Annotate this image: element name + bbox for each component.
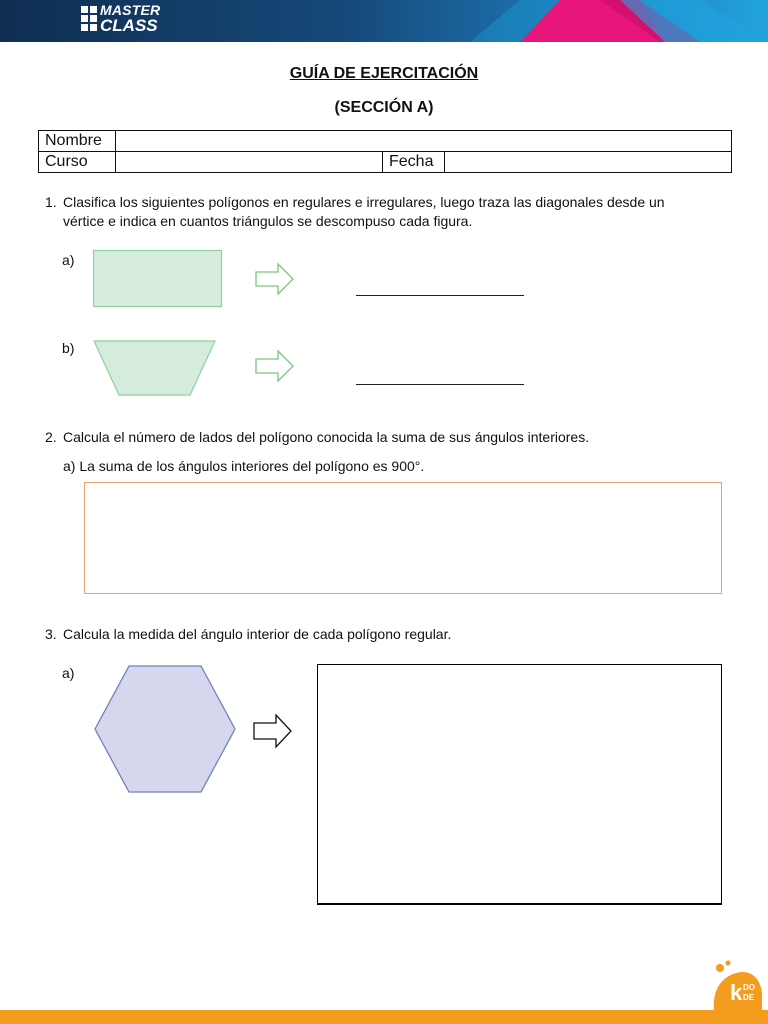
question-1-text-line2: vértice e indica en cuantos triángulos se descompuso cada figura. xyxy=(63,213,473,229)
question-2-text: Calcula el número de lados del polígono conocida la suma de sus ángulos interiores. xyxy=(63,429,590,445)
question-1 xyxy=(45,193,735,233)
trapezoid-figure xyxy=(92,339,218,397)
q3-item-a-label: a) xyxy=(62,665,75,681)
nombre-field[interactable] xyxy=(116,131,732,152)
right-arrow-icon xyxy=(254,262,296,296)
question-2 xyxy=(45,428,735,448)
q3-answer-box[interactable] xyxy=(317,664,722,905)
right-arrow-icon xyxy=(252,713,294,749)
kodo-logo xyxy=(712,960,762,1010)
right-arrow-icon xyxy=(254,349,296,383)
svg-text:k: k xyxy=(730,980,743,1005)
page-subtitle: (SECCIÓN A) xyxy=(334,99,434,116)
student-info-table xyxy=(38,130,732,173)
q2-answer-box[interactable] xyxy=(84,482,722,594)
svg-text:DO: DO xyxy=(743,983,755,992)
question-1-text-line1: Clasifica los siguientes polígonos en regulares e irregulares, luego traza las diagonales desde un xyxy=(63,194,665,210)
question-3-text: Calcula la medida del ángulo interior de cada polígono regular. xyxy=(63,626,452,642)
masterclass-logo xyxy=(80,3,170,37)
question-3 xyxy=(45,625,735,645)
fecha-field[interactable] xyxy=(445,152,732,173)
q1-item-b-label: b) xyxy=(62,340,75,356)
footer-bar xyxy=(0,1010,768,1024)
rectangle-figure xyxy=(92,249,224,309)
question-2-number: 2. xyxy=(45,429,57,445)
table-row xyxy=(39,131,732,152)
logo-text-master: MASTER xyxy=(100,2,161,18)
question-1-number: 1. xyxy=(45,194,57,210)
q2-item-a-text: a) La suma de los ángulos interiores del polígono es 900°. xyxy=(63,458,425,474)
question-3-number: 3. xyxy=(45,626,57,642)
logo-mark-icon xyxy=(80,4,98,34)
q1-b-answer-line[interactable] xyxy=(356,384,524,385)
fecha-label: Fecha xyxy=(383,152,445,173)
curso-field[interactable] xyxy=(116,152,383,173)
nombre-label: Nombre xyxy=(39,131,116,152)
curso-label: Curso xyxy=(39,152,116,173)
hexagon-figure xyxy=(92,663,238,795)
q1-a-answer-line[interactable] xyxy=(356,295,524,296)
page-title: GUÍA DE EJERCITACIÓN xyxy=(289,65,479,82)
table-row xyxy=(39,152,732,173)
q1-item-a-label: a) xyxy=(62,252,75,268)
svg-text:DE: DE xyxy=(743,993,755,1002)
logo-text-class: CLASS xyxy=(100,16,158,35)
header-banner xyxy=(0,0,768,42)
